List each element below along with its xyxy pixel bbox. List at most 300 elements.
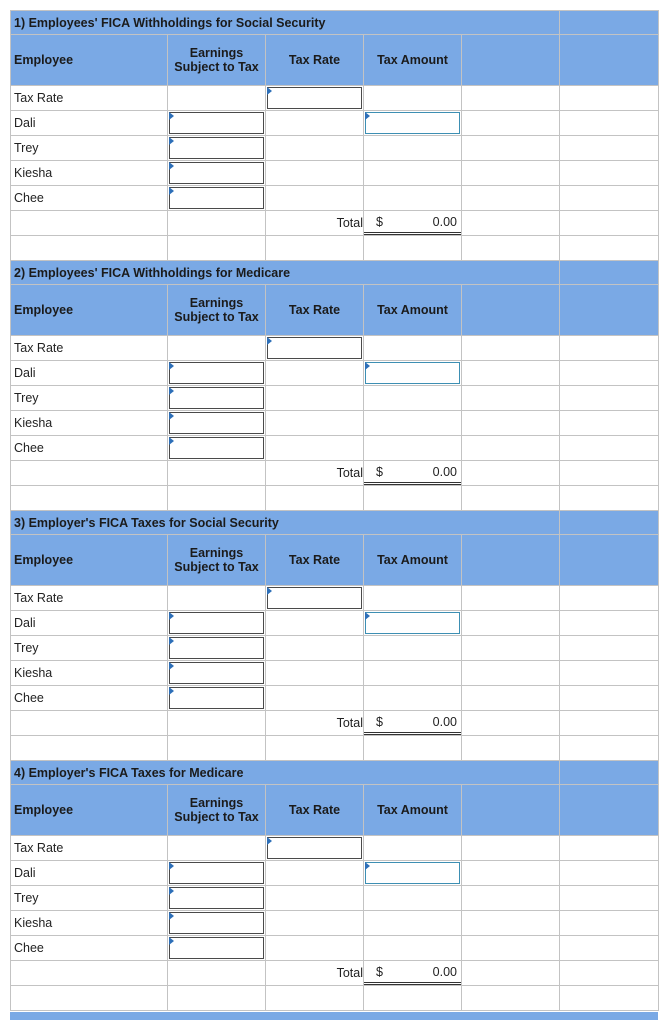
header-empty-cell: [560, 535, 659, 586]
empty-cell: [560, 336, 659, 361]
earnings-input-wrap: [169, 612, 264, 634]
empty-cell: [168, 736, 266, 761]
header-tax-rate: [266, 35, 364, 86]
header-tax-amount-label: Tax Amount: [377, 303, 448, 317]
column-header-row: [11, 535, 659, 586]
empty-cell: [462, 336, 560, 361]
row-label-text: Tax Rate: [14, 91, 64, 105]
empty-cell: [266, 611, 364, 636]
triangle-flag-icon: [267, 837, 272, 845]
empty-cell: [364, 186, 462, 211]
total-value: [364, 211, 462, 236]
header-employee: [11, 535, 168, 586]
section-title: [11, 511, 560, 535]
triangle-flag-icon: [169, 162, 174, 170]
row-label: [11, 136, 168, 161]
empty-cell: [462, 161, 560, 186]
triangle-flag-icon: [169, 437, 174, 445]
header-tax-rate-label: Tax Rate: [288, 803, 341, 817]
row-label: [11, 361, 168, 386]
header-earnings-line2: Subject to Tax: [174, 310, 259, 324]
earnings-input[interactable]: [169, 412, 264, 434]
table-row: [11, 886, 659, 911]
empty-cell: [560, 211, 659, 236]
empty-cell: [560, 836, 659, 861]
total-label: [266, 211, 364, 236]
earnings-input-wrap: [169, 662, 264, 684]
row-label-text: Dali: [14, 866, 36, 880]
empty-cell: [266, 361, 364, 386]
table-row: [11, 186, 659, 211]
tax-rate-input[interactable]: [267, 587, 362, 609]
empty-cell: [266, 736, 364, 761]
empty-cell: [11, 486, 168, 511]
section-title-row: [11, 761, 659, 785]
empty-cell: [462, 386, 560, 411]
triangle-flag-icon: [169, 187, 174, 195]
empty-cell: [364, 636, 462, 661]
earnings-input[interactable]: [169, 687, 264, 709]
empty-cell: [560, 386, 659, 411]
header-empty-cell: [462, 535, 560, 586]
empty-cell: [364, 986, 462, 1011]
table-row: [11, 836, 659, 861]
empty-cell: [462, 136, 560, 161]
next-section-header-bar: [10, 1012, 658, 1020]
empty-cell: [266, 486, 364, 511]
triangle-flag-icon: [365, 112, 370, 120]
currency-symbol: $: [376, 215, 383, 229]
total-value-wrap: [364, 462, 461, 485]
tax-amount-input[interactable]: [365, 362, 460, 384]
empty-cell: [266, 186, 364, 211]
empty-cell: [364, 586, 462, 611]
empty-cell: [560, 86, 659, 111]
empty-cell: [462, 986, 560, 1011]
earnings-cell: [168, 911, 266, 936]
earnings-input-wrap: [169, 937, 264, 959]
empty-cell: [462, 886, 560, 911]
header-earnings-line2: Subject to Tax: [174, 810, 259, 824]
header-employee: [11, 285, 168, 336]
row-label: [11, 86, 168, 111]
empty-cell: [11, 236, 168, 261]
row-label-text: Chee: [14, 941, 44, 955]
earnings-cell: [168, 136, 266, 161]
empty-cell: [11, 736, 168, 761]
tax-rate-input[interactable]: [267, 337, 362, 359]
tax-amount-input[interactable]: [365, 862, 460, 884]
header-earnings: [168, 785, 266, 836]
row-label: [11, 861, 168, 886]
header-tax-rate-label: Tax Rate: [288, 53, 341, 67]
empty-cell: [266, 111, 364, 136]
triangle-flag-icon: [169, 137, 174, 145]
title-extra-cell: [560, 11, 659, 35]
earnings-input[interactable]: [169, 387, 264, 409]
triangle-flag-icon: [169, 687, 174, 695]
spacer-row: [11, 236, 659, 261]
row-label: [11, 386, 168, 411]
header-earnings: [168, 285, 266, 336]
earnings-input[interactable]: [169, 612, 264, 634]
header-earnings-label: [174, 546, 259, 574]
triangle-flag-icon: [169, 362, 174, 370]
tax-rate-cell: [266, 336, 364, 361]
tax-rate-input-wrap: [267, 87, 362, 109]
row-label: [11, 411, 168, 436]
row-label-text: Kiesha: [14, 916, 53, 930]
earnings-input[interactable]: [169, 637, 264, 659]
tax-rate-input[interactable]: [267, 87, 362, 109]
column-header-row: [11, 35, 659, 86]
total-value-wrap: [364, 962, 461, 985]
tax-amount-input-wrap: [365, 612, 460, 634]
header-tax-amount-label: Tax Amount: [377, 53, 448, 67]
empty-cell: [364, 386, 462, 411]
header-earnings-line2: Subject to Tax: [174, 60, 259, 74]
earnings-input[interactable]: [169, 362, 264, 384]
empty-cell: [462, 86, 560, 111]
empty-cell: [560, 986, 659, 1011]
header-tax-rate: [266, 785, 364, 836]
triangle-flag-icon: [365, 612, 370, 620]
header-tax-rate-label: Tax Rate: [288, 303, 341, 317]
row-label-text: Chee: [14, 191, 44, 205]
table-row: [11, 436, 659, 461]
empty-cell: [462, 611, 560, 636]
tax-rate-input-wrap: [267, 337, 362, 359]
empty-cell: [364, 936, 462, 961]
triangle-flag-icon: [169, 862, 174, 870]
header-employee-label: Employee: [14, 553, 74, 567]
empty-cell: [560, 686, 659, 711]
earnings-input[interactable]: [169, 887, 264, 909]
empty-cell: [560, 186, 659, 211]
earnings-input-wrap: [169, 862, 264, 884]
empty-cell: [266, 161, 364, 186]
header-earnings-label: [174, 46, 259, 74]
header-employee: [11, 785, 168, 836]
row-label-text: Dali: [14, 616, 36, 630]
empty-cell: [462, 461, 560, 486]
spacer-row: [11, 736, 659, 761]
earnings-cell: [168, 686, 266, 711]
empty-cell: [560, 136, 659, 161]
row-label: [11, 586, 168, 611]
triangle-flag-icon: [169, 912, 174, 920]
empty-cell: [168, 836, 266, 861]
tax-amount-cell: [364, 611, 462, 636]
section-title-text: 3) Employer's FICA Taxes for Social Security: [14, 515, 279, 530]
section-title-row: [11, 11, 659, 35]
triangle-flag-icon: [169, 637, 174, 645]
total-label: [266, 711, 364, 736]
empty-cell: [266, 386, 364, 411]
row-label: [11, 611, 168, 636]
total-value-wrap: [364, 712, 461, 735]
earnings-cell: [168, 636, 266, 661]
title-extra-cell: [560, 261, 659, 285]
header-employee-label: Employee: [14, 303, 74, 317]
empty-cell: [11, 211, 168, 236]
earnings-input-wrap: [169, 137, 264, 159]
table-row: [11, 86, 659, 111]
empty-cell: [462, 236, 560, 261]
triangle-flag-icon: [267, 587, 272, 595]
table-row: [11, 161, 659, 186]
tax-rate-cell: [266, 86, 364, 111]
empty-cell: [560, 586, 659, 611]
triangle-flag-icon: [169, 662, 174, 670]
empty-cell: [266, 936, 364, 961]
earnings-input[interactable]: [169, 862, 264, 884]
empty-cell: [266, 911, 364, 936]
empty-cell: [462, 586, 560, 611]
empty-cell: [462, 961, 560, 986]
row-label-text: Dali: [14, 366, 36, 380]
section-title: [11, 11, 560, 35]
earnings-input-wrap: [169, 412, 264, 434]
empty-cell: [168, 461, 266, 486]
tax-rate-input-wrap: [267, 587, 362, 609]
header-employee: [11, 35, 168, 86]
total-label: [266, 461, 364, 486]
header-empty-cell: [462, 285, 560, 336]
row-label: [11, 636, 168, 661]
triangle-flag-icon: [169, 112, 174, 120]
earnings-cell: [168, 861, 266, 886]
empty-cell: [560, 936, 659, 961]
header-tax-amount-label: Tax Amount: [377, 803, 448, 817]
row-label: [11, 661, 168, 686]
row-label: [11, 111, 168, 136]
tax-amount-cell: [364, 111, 462, 136]
row-label-text: Trey: [14, 641, 39, 655]
header-tax-rate: [266, 285, 364, 336]
empty-cell: [266, 236, 364, 261]
header-empty-cell: [560, 785, 659, 836]
row-label: [11, 336, 168, 361]
total-label: [266, 961, 364, 986]
empty-cell: [462, 436, 560, 461]
earnings-input[interactable]: [169, 937, 264, 959]
tax-rate-input[interactable]: [267, 837, 362, 859]
total-amount: 0.00: [432, 965, 457, 979]
empty-cell: [11, 961, 168, 986]
earnings-cell: [168, 186, 266, 211]
earnings-input-wrap: [169, 162, 264, 184]
earnings-cell: [168, 611, 266, 636]
tax-amount-input[interactable]: [365, 112, 460, 134]
table-row: [11, 911, 659, 936]
fica-worksheet: [10, 10, 658, 1011]
header-tax-rate: [266, 535, 364, 586]
empty-cell: [462, 836, 560, 861]
empty-cell: [364, 411, 462, 436]
total-label-text: Total: [336, 716, 363, 730]
empty-cell: [462, 636, 560, 661]
empty-cell: [11, 461, 168, 486]
empty-cell: [462, 361, 560, 386]
tax-rate-cell: [266, 836, 364, 861]
earnings-cell: [168, 111, 266, 136]
row-label: [11, 911, 168, 936]
row-label-text: Tax Rate: [14, 591, 64, 605]
empty-cell: [168, 336, 266, 361]
empty-cell: [364, 436, 462, 461]
empty-cell: [266, 436, 364, 461]
header-earnings-label: [174, 296, 259, 324]
total-amount: 0.00: [432, 465, 457, 479]
empty-cell: [560, 961, 659, 986]
earnings-input-wrap: [169, 437, 264, 459]
row-label: [11, 686, 168, 711]
header-tax-amount: [364, 535, 462, 586]
header-earnings: [168, 535, 266, 586]
currency-symbol: $: [376, 465, 383, 479]
empty-cell: [560, 486, 659, 511]
triangle-flag-icon: [365, 362, 370, 370]
empty-cell: [560, 111, 659, 136]
empty-cell: [462, 861, 560, 886]
earnings-input-wrap: [169, 912, 264, 934]
header-tax-amount-label: Tax Amount: [377, 553, 448, 567]
earnings-input[interactable]: [169, 137, 264, 159]
earnings-input[interactable]: [169, 912, 264, 934]
total-row: [11, 461, 659, 486]
empty-cell: [560, 661, 659, 686]
header-earnings-line1: Earnings: [189, 796, 244, 810]
header-empty-cell: [462, 785, 560, 836]
empty-cell: [266, 986, 364, 1011]
empty-cell: [462, 911, 560, 936]
currency-symbol: $: [376, 715, 383, 729]
empty-cell: [364, 86, 462, 111]
table-row: [11, 361, 659, 386]
empty-cell: [462, 686, 560, 711]
total-row: [11, 961, 659, 986]
total-label-text: Total: [336, 216, 363, 230]
empty-cell: [266, 411, 364, 436]
tax-rate-cell: [266, 586, 364, 611]
header-empty-cell: [462, 35, 560, 86]
header-employee-label: Employee: [14, 803, 74, 817]
header-earnings-line1: Earnings: [189, 296, 244, 310]
tax-amount-cell: [364, 361, 462, 386]
empty-cell: [462, 736, 560, 761]
empty-cell: [560, 361, 659, 386]
empty-cell: [560, 461, 659, 486]
tax-amount-input[interactable]: [365, 612, 460, 634]
row-label-text: Kiesha: [14, 166, 53, 180]
empty-cell: [462, 411, 560, 436]
empty-cell: [168, 86, 266, 111]
empty-cell: [560, 636, 659, 661]
header-earnings: [168, 35, 266, 86]
triangle-flag-icon: [169, 937, 174, 945]
empty-cell: [462, 711, 560, 736]
earnings-cell: [168, 661, 266, 686]
section-title: [11, 261, 560, 285]
empty-cell: [560, 861, 659, 886]
triangle-flag-icon: [169, 887, 174, 895]
table-row: [11, 336, 659, 361]
empty-cell: [560, 736, 659, 761]
empty-cell: [560, 161, 659, 186]
total-value: [364, 711, 462, 736]
earnings-input[interactable]: [169, 662, 264, 684]
earnings-cell: [168, 411, 266, 436]
empty-cell: [168, 711, 266, 736]
header-tax-amount: [364, 285, 462, 336]
spacer-row: [11, 986, 659, 1011]
empty-cell: [168, 486, 266, 511]
header-earnings-line1: Earnings: [189, 546, 244, 560]
earnings-input[interactable]: [169, 437, 264, 459]
empty-cell: [168, 986, 266, 1011]
fica-table: [10, 10, 659, 1011]
empty-cell: [364, 486, 462, 511]
earnings-input-wrap: [169, 112, 264, 134]
empty-cell: [462, 486, 560, 511]
triangle-flag-icon: [365, 862, 370, 870]
header-tax-amount: [364, 35, 462, 86]
empty-cell: [560, 436, 659, 461]
empty-cell: [168, 211, 266, 236]
earnings-input[interactable]: [169, 162, 264, 184]
triangle-flag-icon: [169, 387, 174, 395]
empty-cell: [364, 136, 462, 161]
total-value: [364, 461, 462, 486]
tax-amount-input-wrap: [365, 862, 460, 884]
row-label: [11, 836, 168, 861]
row-label: [11, 186, 168, 211]
earnings-cell: [168, 161, 266, 186]
total-row: [11, 211, 659, 236]
empty-cell: [168, 236, 266, 261]
empty-cell: [462, 211, 560, 236]
triangle-flag-icon: [169, 612, 174, 620]
title-extra-cell: [560, 511, 659, 535]
empty-cell: [364, 911, 462, 936]
section-title-text: 4) Employer's FICA Taxes for Medicare: [14, 765, 244, 780]
table-row: [11, 636, 659, 661]
earnings-input[interactable]: [169, 112, 264, 134]
empty-cell: [462, 111, 560, 136]
table-row: [11, 586, 659, 611]
section-title-text: 1) Employees' FICA Withholdings for Social Security: [14, 15, 326, 30]
total-value-wrap: [364, 212, 461, 235]
table-row: [11, 136, 659, 161]
empty-cell: [560, 611, 659, 636]
row-label-text: Chee: [14, 691, 44, 705]
column-header-row: [11, 785, 659, 836]
total-row: [11, 711, 659, 736]
header-earnings-line1: Earnings: [189, 46, 244, 60]
earnings-cell: [168, 361, 266, 386]
empty-cell: [364, 661, 462, 686]
header-tax-rate-label: Tax Rate: [288, 553, 341, 567]
currency-symbol: $: [376, 965, 383, 979]
earnings-input[interactable]: [169, 187, 264, 209]
total-value: [364, 961, 462, 986]
row-label: [11, 936, 168, 961]
empty-cell: [560, 911, 659, 936]
empty-cell: [560, 711, 659, 736]
header-earnings-line2: Subject to Tax: [174, 560, 259, 574]
section-title-row: [11, 261, 659, 285]
